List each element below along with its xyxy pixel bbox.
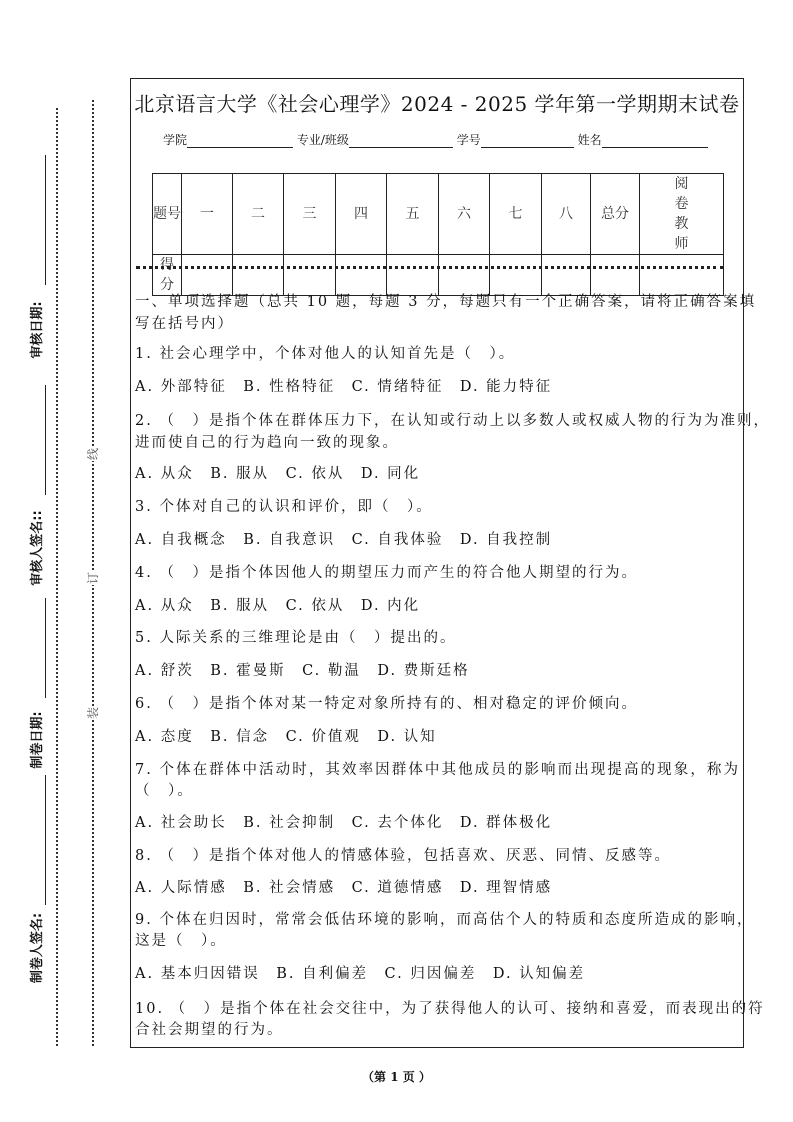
section-heading: 一、单项选择题（总共 10 题，每题 3 分，每题只有一个正确答案，请将正确答案填 <box>135 294 757 310</box>
header-cell: 六 <box>439 174 490 255</box>
binding-mark-ding: 订 <box>86 572 100 585</box>
score-table <box>152 173 724 296</box>
question-text: 8. （ ）是指个体对他人的情感体验，包括喜欢、厌恶、同情、反感等。 <box>135 848 671 864</box>
binding-mark-xian: 线 <box>86 448 100 461</box>
field-student-id-input[interactable] <box>481 134 574 148</box>
row-label-score: 得分 <box>153 255 182 296</box>
student-info-fields <box>163 131 708 148</box>
question-text: 4. （ ）是指个体因他人的期望压力而产生的符合他人期望的行为。 <box>135 565 638 581</box>
row-label-question-no: 题号 <box>153 174 182 255</box>
question-text: 6. （ ）是指个体对某一特定对象所持有的、相对稳定的评价倾向。 <box>135 696 638 712</box>
score-cell[interactable] <box>591 255 640 296</box>
question-text: 3. 个体对自己的认识和评价，即（ ）。 <box>135 499 433 515</box>
reviewer-sign-label: 审核人签名:: <box>30 510 45 586</box>
field-label-major-class: 专业/班级 <box>296 133 349 147</box>
question-options: A. 从众 B. 服从 C. 依从 D. 内化 <box>135 598 421 614</box>
field-label-student-id: 学号 <box>456 133 481 147</box>
question-text: 2. （ ）是指个体在群体压力下，在认知或行动上以多数人或权威人物的行为为准则， <box>135 413 770 429</box>
score-cell[interactable] <box>336 255 387 296</box>
make-date-line[interactable] <box>45 598 46 698</box>
exam-title: 北京语言大学《社会心理学》2024 - 2025 学年第一学期期末试卷 <box>134 92 740 116</box>
question-text: 这是（ ）。 <box>135 933 227 949</box>
header-cell: 五 <box>387 174 439 255</box>
header-cell: 七 <box>490 174 542 255</box>
score-cell[interactable] <box>182 255 233 296</box>
question-options: A. 舒茨 B. 霍曼斯 C. 勒温 D. 费斯廷格 <box>135 663 470 679</box>
review-date-line[interactable] <box>45 155 46 285</box>
score-cell[interactable] <box>640 255 724 296</box>
question-options: A. 社会助长 B. 社会抑制 C. 去个体化 D. 群体极化 <box>135 815 553 831</box>
field-college-input[interactable] <box>187 134 293 148</box>
field-name-input[interactable] <box>602 134 708 148</box>
header-cell: 三 <box>284 174 336 255</box>
question-options: A. 从众 B. 服从 C. 依从 D. 同化 <box>135 466 421 482</box>
question-text: 进而使自己的行为趋向一致的现象。 <box>135 435 399 451</box>
question-text: 5. 人际关系的三维理论是由（ ）提出的。 <box>135 630 457 646</box>
question-text: （ ）。 <box>135 783 194 799</box>
score-table-score-row <box>153 255 724 296</box>
question-options: A. 基本归因错误 B. 自利偏差 C. 归因偏差 D. 认知偏差 <box>135 966 586 982</box>
question-text: 7. 个体在群体中活动时，其效率因群体中其他成员的影响而出现提高的现象，称为 <box>135 762 740 778</box>
score-cell[interactable] <box>284 255 336 296</box>
section-heading: 写在括号内） <box>135 316 234 332</box>
score-cell[interactable] <box>439 255 490 296</box>
separator-dotted-line <box>136 266 724 269</box>
binding-dotted-line-outer <box>56 108 58 1046</box>
question-text: 9. 个体在归因时，常常会低估环境的影响，而高估个人的特质和态度所造成的影响， <box>135 912 754 928</box>
question-options: A. 自我概念 B. 自我意识 C. 自我体验 D. 自我控制 <box>135 532 553 548</box>
header-cell: 八 <box>542 174 591 255</box>
question-text: 1. 社会心理学中，个体对他人的认知首先是（ ）。 <box>135 346 516 362</box>
field-major-class-input[interactable] <box>349 134 453 148</box>
score-cell[interactable] <box>387 255 439 296</box>
review-date-label: 审核日期: <box>30 301 45 359</box>
header-cell: 总分 <box>591 174 640 255</box>
field-label-name: 姓名 <box>577 133 602 147</box>
header-cell: 二 <box>233 174 284 255</box>
maker-sign-label: 制卷人签名: <box>30 912 45 984</box>
maker-sign-line[interactable] <box>45 775 46 905</box>
score-cell[interactable] <box>542 255 591 296</box>
question-text: 合社会期望的行为。 <box>135 1022 284 1038</box>
make-date-label: 制卷日期: <box>30 711 45 769</box>
reviewer-sign-line[interactable] <box>45 385 46 495</box>
header-cell: 阅卷教师 <box>640 174 724 255</box>
header-cell: 四 <box>336 174 387 255</box>
score-cell[interactable] <box>233 255 284 296</box>
question-text: 10. （ ）是指个体在社会交往中，为了获得他人的认可、接纳和喜爱，而表现出的符 <box>135 1001 765 1017</box>
binding-mark-zhuang: 装 <box>86 707 100 720</box>
score-cell[interactable] <box>490 255 542 296</box>
header-cell: 一 <box>182 174 233 255</box>
question-options: A. 人际情感 B. 社会情感 C. 道德情感 D. 理智情感 <box>135 880 553 896</box>
field-label-college: 学院 <box>163 133 188 147</box>
page-number: （第 1 页 ） <box>362 1070 431 1084</box>
score-table-header-row <box>153 174 724 255</box>
question-options: A. 态度 B. 信念 C. 价值观 D. 认知 <box>135 729 437 745</box>
question-options: A. 外部特征 B. 性格特征 C. 情绪特征 D. 能力特征 <box>135 379 553 395</box>
